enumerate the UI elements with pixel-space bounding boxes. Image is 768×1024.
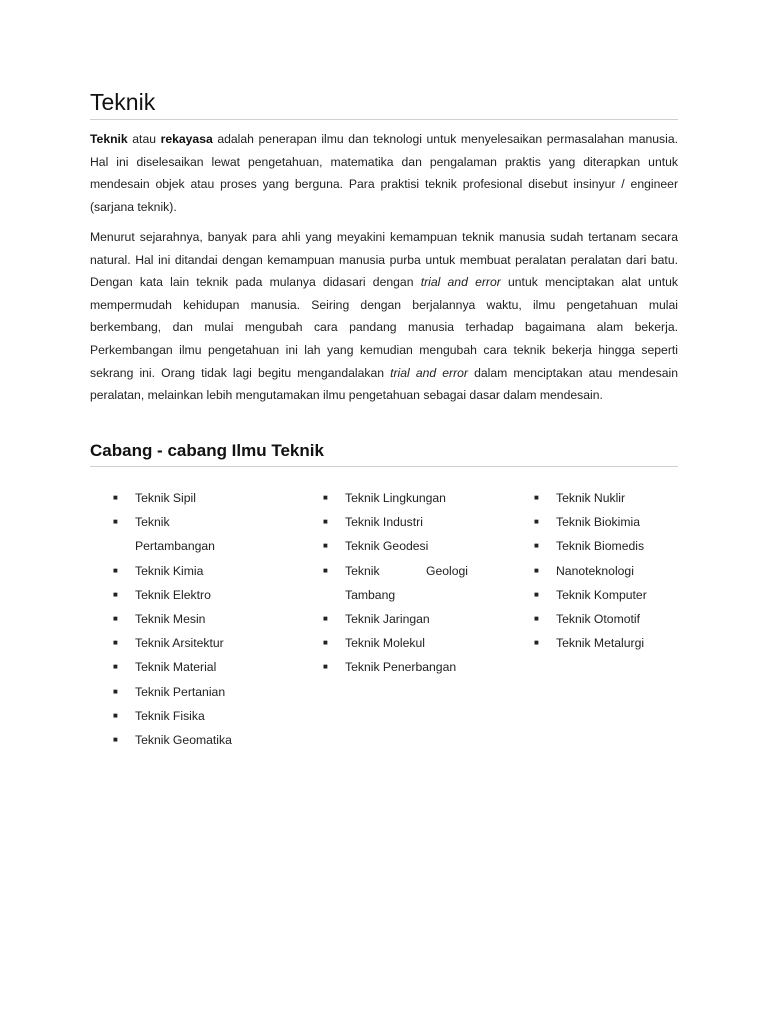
bullet-icon: ■ (113, 735, 118, 745)
list-item-label: Teknik Biomedis (556, 539, 645, 554)
bullet-icon: ■ (113, 565, 118, 575)
list-item (90, 728, 250, 752)
bullet-icon: ■ (113, 589, 118, 599)
bullet-icon: ■ (113, 614, 118, 624)
list-item (300, 559, 468, 607)
term-teknik: Teknik (90, 132, 128, 146)
list-item-label: Teknik Pertambangan (135, 515, 215, 554)
list-item (90, 486, 250, 510)
list-item (90, 510, 250, 558)
bullet-icon: ■ (113, 517, 118, 527)
emphasis: trial and error (420, 275, 501, 290)
list-item (511, 534, 679, 558)
bullet-icon: ■ (323, 638, 328, 648)
list-item-label: Teknik Pertanian (135, 684, 226, 699)
list-item-label: Teknik Metalurgi (556, 636, 645, 651)
bullet-icon: ■ (534, 614, 539, 624)
term-rekayasa: rekayasa (160, 132, 213, 146)
branch-list-column-2 (300, 486, 468, 680)
list-item-label: Teknik Otomotif (556, 612, 640, 627)
list-item (511, 559, 679, 583)
bullet-icon: ■ (113, 662, 118, 672)
list-item (90, 559, 250, 583)
bullet-icon: ■ (534, 565, 539, 575)
text: dalam menciptakan atau mendesain peralatan, melainkan lebih mengutamakan ilmu pengetahuan sebagai dasar dalam mendesain. (90, 365, 679, 403)
list-item-label: Teknik Kimia (135, 563, 204, 578)
history-paragraph (90, 226, 678, 407)
list-item (300, 510, 468, 534)
bullet-icon: ■ (113, 710, 118, 720)
list-item-label: Teknik Mesin (135, 612, 206, 627)
bullet-icon: ■ (323, 662, 328, 672)
list-item-label: Teknik Komputer (556, 587, 647, 602)
list-item (511, 510, 679, 534)
branch-list-column-3 (511, 486, 679, 655)
list-item-label: Teknik Sipil (135, 491, 196, 505)
text: adalah penerapan ilmu dan teknologi untuk menyelesaikan permasalahan manusia. Hal ini diselesaikan lewat pengetahuan, matematika dan pengalaman praktis yang diterapkan untuk mendesain objek atau proses yang berguna. Para praktisi teknik profesional disebut insinyur / engineer (sarjana teknik). (90, 132, 679, 214)
list-item-label: Teknik Arsitektur (135, 636, 224, 651)
bullet-icon: ■ (113, 638, 118, 648)
list-item-label: Nanoteknologi (556, 563, 634, 578)
list-item (300, 607, 468, 631)
emphasis: trial and error (390, 365, 468, 380)
list-item-label: Teknik Geodesi (345, 539, 429, 554)
text: atau (127, 132, 161, 146)
list-item (90, 583, 250, 607)
list-item (300, 631, 468, 655)
list-item (90, 607, 250, 631)
bullet-icon: ■ (534, 638, 539, 648)
list-item (300, 486, 468, 510)
bullet-icon: ■ (113, 686, 118, 696)
list-item (300, 655, 468, 679)
list-item (300, 534, 468, 558)
bullet-icon: ■ (323, 517, 328, 527)
section-heading: Cabang - cabang Ilmu Teknik (90, 440, 678, 467)
list-item (90, 631, 250, 655)
list-item-label: Teknik Biokimia (556, 515, 640, 530)
page-title: Teknik (90, 88, 678, 120)
text: Menurut sejarahnya, banyak para ahli yang meyakini kemampuan teknik manusia sudah tertanam secara natural. Hal ini ditandai dengan kemampuan manusia purba untuk membuat peralatan peralatan dari batu. Dengan kata lain teknik pada mulanya didasari dengan (90, 230, 678, 290)
bullet-icon: ■ (534, 493, 539, 502)
bullet-icon: ■ (113, 493, 118, 502)
list-item-label: Teknik Elektro (135, 587, 211, 602)
bullet-icon: ■ (323, 541, 328, 551)
list-item (90, 655, 250, 679)
list-item (90, 704, 250, 728)
bullet-icon: ■ (534, 517, 539, 527)
list-item-label: Teknik Geologi Tambang (345, 563, 468, 602)
intro-paragraph (90, 128, 678, 218)
branch-list-column-1 (90, 486, 250, 752)
list-item-label: Teknik Fisika (135, 708, 205, 723)
bullet-icon: ■ (323, 614, 328, 624)
list-item-label: Teknik Geomatika (135, 733, 232, 748)
list-item (511, 607, 679, 631)
list-item (90, 680, 250, 704)
list-item (511, 631, 679, 655)
bullet-icon: ■ (323, 493, 328, 502)
list-item-label: Teknik Jaringan (345, 612, 430, 627)
list-item (511, 583, 679, 607)
list-item (511, 486, 679, 510)
list-item-label: Teknik Industri (345, 515, 423, 530)
bullet-icon: ■ (323, 565, 328, 575)
bullet-icon: ■ (534, 589, 539, 599)
text: untuk menciptakan alat untuk mempermudah kehidupan manusia. Seiring dengan berjalannya waktu, ilmu pengetahuan mulai berkembang, dan mulai mengubah cara pandang manusia terhadap bagaimana alam bekerja. Perkembangan ilmu pengetahuan ini lah yang kemudian mengubah cara teknik bekerja hingga seperti sekrang ini. Orang tidak lagi begitu mengandalakan (90, 275, 678, 380)
list-item-label: Teknik Nuklir (556, 491, 626, 505)
list-item-label: Teknik Molekul (345, 636, 425, 651)
list-item-label: Teknik Material (135, 660, 217, 675)
list-item-label: Teknik Lingkungan (345, 491, 446, 505)
bullet-icon: ■ (534, 541, 539, 551)
list-item-label: Teknik Penerbangan (345, 660, 457, 675)
